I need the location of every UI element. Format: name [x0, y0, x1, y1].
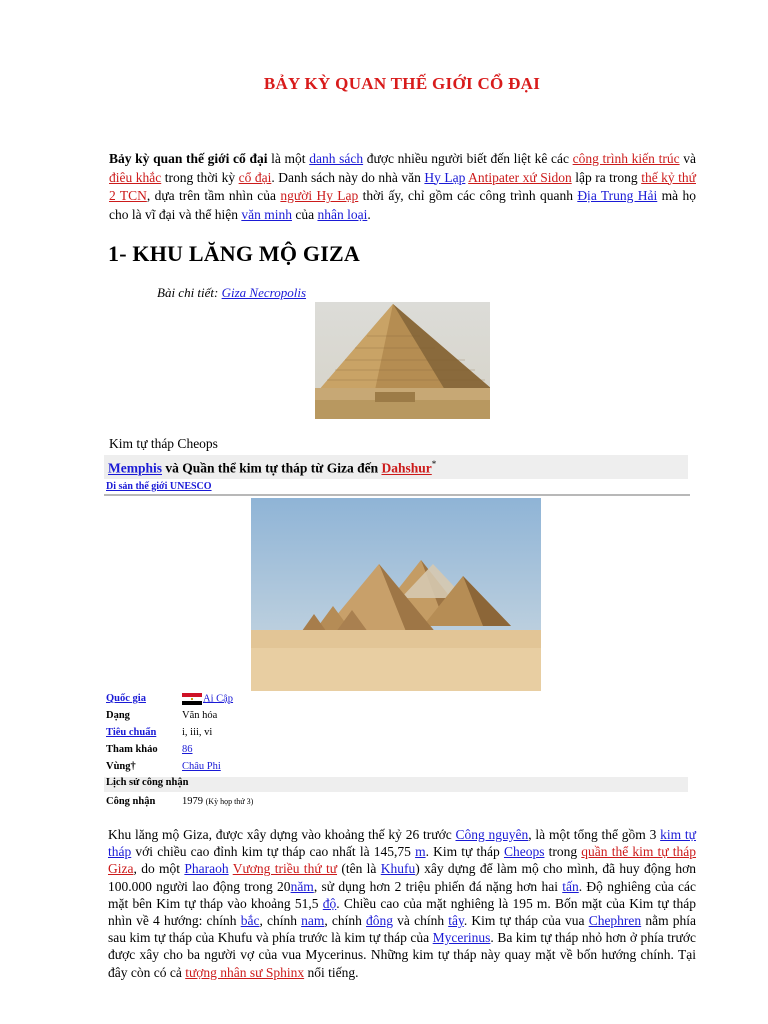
- intro-text: và: [679, 151, 696, 166]
- link-bac[interactable]: bắc: [240, 913, 260, 929]
- intro-text: thời ấy, chỉ gồm các công trình quanh: [358, 188, 578, 203]
- link-cong-trinh-kien-truc[interactable]: công trình kiến trúc: [572, 151, 680, 166]
- link-cong-nguyen[interactable]: Công nguyên: [455, 827, 529, 842]
- body-text: Khu lăng mộ Giza, được xây dựng vào khoảng thế kỷ 26 trước: [108, 827, 456, 842]
- info-value: [182, 693, 233, 705]
- link-tay[interactable]: tây: [448, 913, 464, 929]
- link-86[interactable]: 86: [182, 744, 193, 755]
- great-pyramid-image: [315, 302, 490, 419]
- link-chephren[interactable]: Chephren: [588, 913, 642, 929]
- body-text: . Kim tự tháp: [425, 844, 504, 860]
- body-text: nằm phía sau kim tự tháp của Khufu và phía trước là kim tự tháp của: [108, 913, 696, 946]
- link-mycerinus[interactable]: Mycerinus: [432, 930, 491, 946]
- intro-bold-term: Bảy kỳ quan thế giới cổ đại: [109, 151, 268, 166]
- body-text: , sử dụng hơn 2 triệu phiến đá nặng hơn hai: [313, 878, 563, 894]
- link-pharaoh[interactable]: Pharaoh: [184, 861, 229, 877]
- link-do[interactable]: độ: [322, 895, 337, 911]
- link-vuong-trieu-thu-tu[interactable]: Vương triều thứ tư: [232, 861, 338, 877]
- recognition-year: 1979: [182, 796, 203, 807]
- body-text: với chiều cao đỉnh kim tự tháp cao nhất là 145,75: [131, 844, 416, 860]
- great-pyramid-photo: [315, 302, 490, 419]
- asterisk-mark: *: [431, 459, 437, 469]
- link-dong[interactable]: đông: [366, 913, 394, 929]
- link-kim-tu-thap[interactable]: kim tự tháp: [108, 827, 696, 860]
- body-text: , do một: [133, 861, 185, 877]
- intro-paragraph: [109, 150, 696, 224]
- intro-text: được nhiều người biết đến liệt kê các: [363, 151, 573, 166]
- detail-note: [157, 285, 306, 301]
- info-value: i, iii, vi: [182, 727, 213, 738]
- link-nam-year[interactable]: năm: [290, 878, 314, 894]
- body-text: (tên là: [337, 861, 381, 877]
- link-antipater[interactable]: Antipater xứ Sidon: [468, 169, 572, 185]
- intro-text: là một: [267, 151, 310, 166]
- body-text: nổi tiếng.: [304, 964, 359, 980]
- recognition-note: (Kỳ họp thứ 3): [205, 797, 254, 806]
- link-van-minh[interactable]: văn minh: [241, 206, 292, 222]
- link-chau-phi[interactable]: Châu Phi: [182, 761, 221, 772]
- link-nguoi-hy-lap[interactable]: người Hy Lạp: [280, 188, 359, 203]
- history-header: Lịch sử công nhận: [104, 777, 688, 792]
- body-text: . Ba kim tự tháp nhỏ hơn ở phía trước được xây cho ba người vợ của vua Mycerinus. Những kim tự tháp này quay mặt về bốn hướng chính. Tại đây còn có cả: [108, 930, 696, 980]
- link-dieu-khac[interactable]: điêu khắc: [109, 169, 162, 185]
- info-value: Văn hóa: [182, 710, 218, 721]
- intro-text: của: [291, 206, 318, 222]
- giza-pyramids-photo: [251, 498, 541, 691]
- body-text: . Kim tự tháp của vua: [463, 913, 589, 929]
- egypt-flag-icon: [182, 693, 202, 705]
- body-text: trong: [544, 844, 582, 860]
- divider: [104, 494, 690, 496]
- body-text: , chính: [259, 913, 302, 929]
- link-dia-trung-hai[interactable]: Địa Trung Hải: [577, 188, 658, 203]
- intro-text: mà họ cho là vĩ đại và thể hiện: [109, 188, 696, 222]
- info-key: Tham khảo: [106, 744, 158, 755]
- link-memphis[interactable]: Memphis: [108, 460, 162, 476]
- link-nam-south[interactable]: nam: [301, 913, 325, 929]
- intro-text: , dựa trên tầm nhìn của: [146, 188, 281, 203]
- body-text: , là một tổng thể gồm 3: [528, 827, 661, 842]
- intro-text: .: [367, 206, 371, 222]
- link-cheops[interactable]: Cheops: [503, 844, 545, 860]
- link-tuong-nhan-su-sphinx[interactable]: tượng nhân sư Sphinx: [185, 964, 305, 980]
- link-quoc-gia[interactable]: Quốc gia: [106, 693, 146, 704]
- link-danh-sach[interactable]: danh sách: [309, 151, 364, 166]
- body-text: ) xây dựng để làm mộ cho mình, đã huy động hơn 100.000 người lao động trong 20: [108, 861, 696, 894]
- section-heading: 1- KHU LĂNG MỘ GIZA: [108, 241, 360, 266]
- infobox-title-text: và Quần thể kim tự tháp từ Giza đến: [162, 460, 382, 476]
- body-text: . Chiều cao của mặt nghiêng là 195 m. Bốn mặt của Kim tự tháp nhìn về 4 hướng: chính: [108, 895, 696, 929]
- intro-text: lập ra trong: [571, 169, 642, 185]
- link-tan[interactable]: tấn: [562, 878, 579, 894]
- link-dahshur[interactable]: Dahshur: [381, 460, 432, 476]
- link-hy-lap[interactable]: Hy Lạp: [424, 169, 466, 185]
- page-title: BẢY KỲ QUAN THẾ GIỚI CỔ ĐẠI: [263, 74, 541, 93]
- body-paragraph: [108, 826, 696, 981]
- body-text: , chính: [324, 913, 367, 929]
- body-text: và chính: [393, 913, 449, 929]
- link-unesco-heritage[interactable]: Di sản thế giới UNESCO: [106, 481, 212, 492]
- info-key: Công nhận: [106, 796, 156, 807]
- body-text: . Độ nghiêng của các mặt bên Kim tự tháp vào khoảng 51,5: [108, 878, 697, 911]
- link-khufu[interactable]: Khufu: [380, 861, 416, 877]
- link-nhan-loai[interactable]: nhân loại: [317, 206, 368, 222]
- intro-text: . Danh sách này do nhà văn: [271, 169, 425, 185]
- image-caption: Kim tự tháp Cheops: [109, 436, 218, 451]
- info-key: Dạng: [106, 710, 130, 721]
- info-value: [182, 796, 253, 807]
- info-key: Vùng†: [106, 761, 136, 772]
- giza-pyramids-image: [251, 498, 541, 691]
- link-quan-the-kim-tu-thap-giza[interactable]: quần thể kim tự tháp Giza: [108, 844, 697, 877]
- link-m[interactable]: m: [415, 844, 426, 860]
- link-tieu-chuan[interactable]: Tiêu chuẩn: [106, 727, 157, 738]
- infobox-title: [104, 455, 688, 479]
- link-the-ky-thu-2-tcn[interactable]: thế kỷ thứ 2 TCN: [109, 169, 696, 203]
- intro-text: trong thời kỳ: [161, 169, 239, 185]
- detail-prefix: Bài chi tiết:: [157, 285, 222, 300]
- link-ai-cap[interactable]: Ai Cập: [203, 693, 234, 705]
- link-co-dai[interactable]: cổ đại: [238, 169, 272, 185]
- link-giza-necropolis[interactable]: Giza Necropolis: [221, 285, 307, 300]
